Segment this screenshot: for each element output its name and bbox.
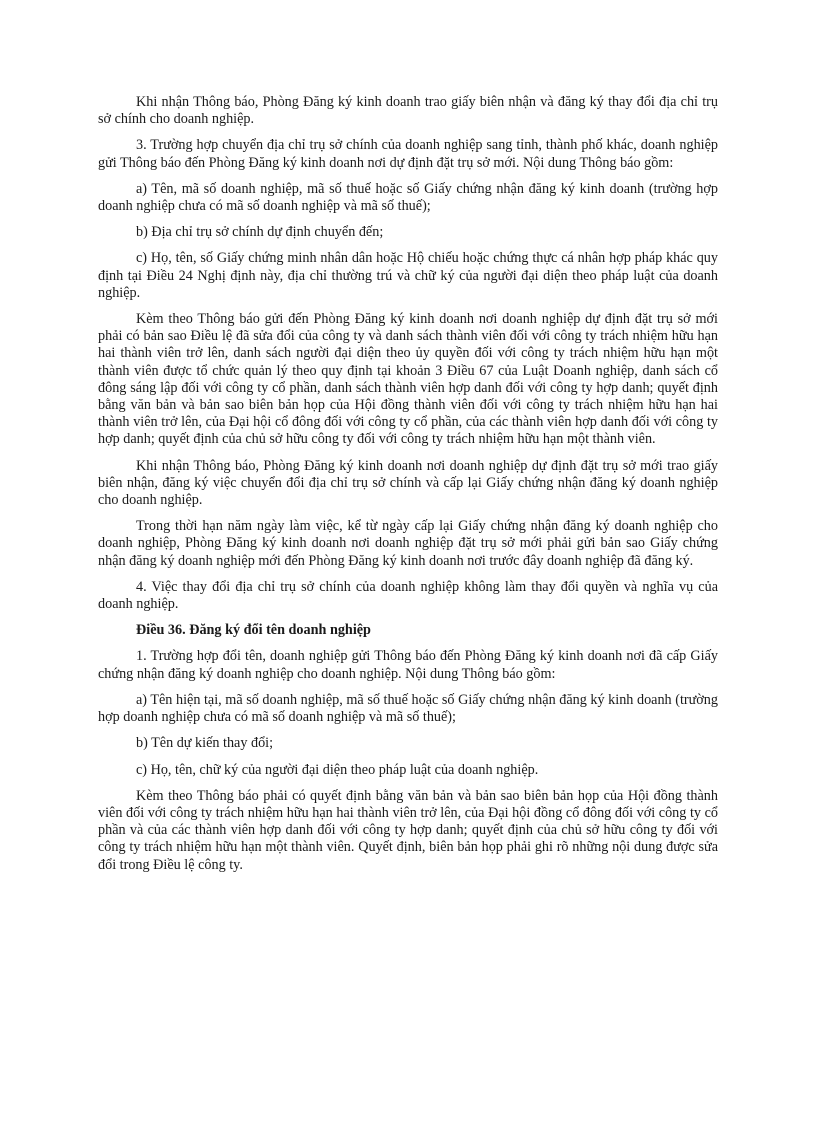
paragraph-clause-3c: c) Họ, tên, số Giấy chứng minh nhân dân hoặc Hộ chiếu hoặc chứng thực cá nhân hợp pháp khác quy định tại Điều 24 Nghị định này, địa chỉ thường trú và chữ ký của người đại diện theo pháp luật của doanh nghiệp. [98, 250, 718, 301]
article-36-heading: Điều 36. Đăng ký đổi tên doanh nghiệp [136, 622, 371, 639]
paragraph-clause-3: 3. Trường hợp chuyển địa chỉ trụ sở chính của doanh nghiệp sang tỉnh, thành phố khác, doanh nghiệp gửi Thông báo đến Phòng Đăng ký kinh doanh nơi dự định đặt trụ sở mới. Nội dung Thông báo gồm: [98, 137, 718, 171]
paragraph-new-office-receipt: Khi nhận Thông báo, Phòng Đăng ký kinh doanh nơi doanh nghiệp dự định đặt trụ sở mới trao giấy biên nhận, đăng ký việc chuyển đổi địa chỉ trụ sở chính và cấp lại Giấy chứng nhận đăng ký doanh nghiệp cho doanh nghiệp. [98, 457, 718, 509]
paragraph-rename-1b: b) Tên dự kiến thay đổi; [136, 735, 274, 752]
paragraph-rename-1a: a) Tên hiện tại, mã số doanh nghiệp, mã số thuế hoặc số Giấy chứng nhận đăng ký kinh doanh (trường hợp doanh nghiệp chưa có mã số doanh nghiệp và mã số thuế); [98, 691, 718, 726]
document-page [98, 94, 718, 883]
paragraph-clause-4: 4. Việc thay đổi địa chỉ trụ sở chính của doanh nghiệp không làm thay đổi quyền và nghĩa vụ của doanh nghiệp. [98, 578, 718, 613]
paragraph-clause-3a: a) Tên, mã số doanh nghiệp, mã số thuế hoặc số Giấy chứng nhận đăng ký kinh doanh (trường hợp doanh nghiệp chưa có mã số doanh nghiệp và mã số thuế); [98, 180, 718, 215]
paragraph-rename-clause-1: 1. Trường hợp đổi tên, doanh nghiệp gửi Thông báo đến Phòng Đăng ký kinh doanh nơi đã cấp Giấy chứng nhận đăng ký doanh nghiệp cho doanh nghiệp. Nội dung Thông báo gồm: [98, 648, 718, 682]
paragraph-five-days: Trong thời hạn năm ngày làm việc, kể từ ngày cấp lại Giấy chứng nhận đăng ký doanh nghiệp cho doanh nghiệp, Phòng Đăng ký kinh doanh nơi doanh nghiệp đặt trụ sở mới phải gửi bản sao Giấy chứng nhận đăng ký doanh nghiệp mới đến Phòng Đăng ký kinh doanh nơi trước đây doanh nghiệp đã đăng ký. [98, 518, 718, 569]
paragraph-clause-3b: b) Địa chỉ trụ sở chính dự định chuyển đến; [136, 224, 384, 241]
paragraph-rename-attachments: Kèm theo Thông báo phải có quyết định bằng văn bản và bản sao biên bản họp của Hội đồng thành viên đối với công ty trách nhiệm hữu hạn hai thành viên trở lên, của Đại hội đồng cổ đông đối với công ty cổ phần và của các thành viên hợp danh đối với công ty hợp danh; quyết định của chủ sở hữu công ty đối với công ty trách nhiệm hữu hạn một thành viên. Quyết định, biên bản họp phải ghi rõ những nội dung được sửa đổi trong Điều lệ công ty. [98, 787, 718, 873]
paragraph-receipt-notice: Khi nhận Thông báo, Phòng Đăng ký kinh doanh trao giấy biên nhận và đăng ký thay đổi địa chỉ trụ sở chính cho doanh nghiệp. [98, 94, 718, 128]
paragraph-rename-1c: c) Họ, tên, chữ ký của người đại diện theo pháp luật của doanh nghiệp. [136, 761, 539, 778]
paragraph-attachments: Kèm theo Thông báo gửi đến Phòng Đăng ký kinh doanh nơi doanh nghiệp dự định đặt trụ sở mới phải có bản sao Điều lệ đã sửa đổi của công ty và danh sách thành viên đối với công ty trách nhiệm hữu hạn hai thành viên trở lên, danh sách người đại diện theo ủy quyền đối với công ty trách nhiệm hữu hạn một thành viên được tổ chức quản lý theo quy định tại khoản 3 Điều 67 của Luật Doanh nghiệp, danh sách cổ đông sáng lập đối với công ty cổ phần, danh sách thành viên hợp danh đối với công ty hợp danh; quyết định bằng văn bản và bản sao biên bản họp của Hội đồng thành viên đối với công ty trách nhiệm hữu hạn hai thành viên trở lên, của Đại hội cổ đông đối với công ty cổ phần, của các thành viên hợp danh đối với công ty hợp danh; quyết định của chủ sở hữu công ty đối với công ty trách nhiệm hữu hạn một thành viên. [98, 311, 718, 448]
